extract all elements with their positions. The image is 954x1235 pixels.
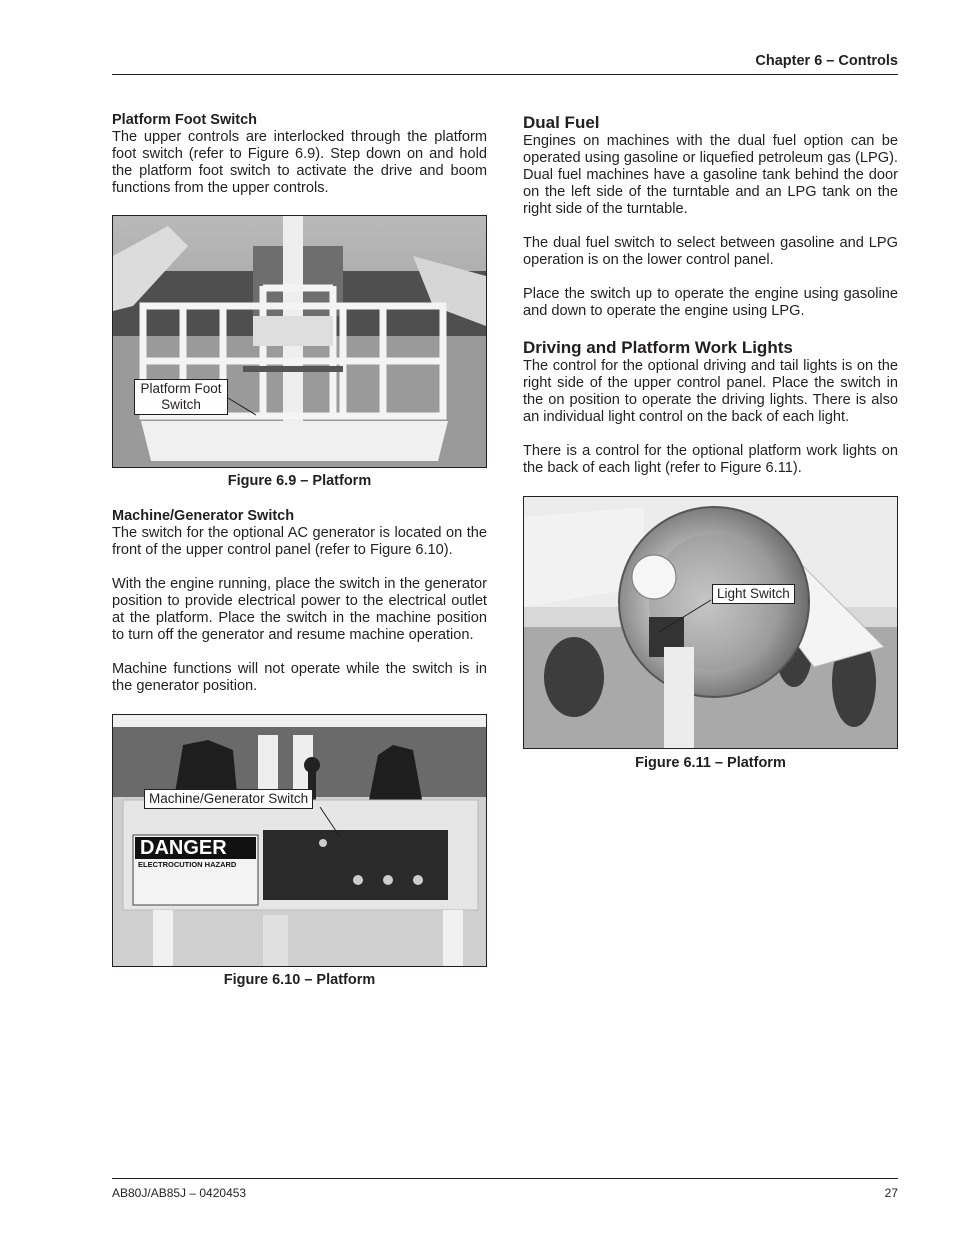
paragraph: The switch for the optional AC generator is located on the front of the upper control panel (refer to Figure 6.10). (112, 525, 487, 558)
left-column-middle (112, 508, 487, 695)
chapter-header: Chapter 6 – Controls (755, 53, 898, 69)
figure-6-10-photo (112, 714, 487, 967)
platform-foot-switch-callout: Platform Foot Switch (134, 379, 228, 415)
section-title-machine-generator-switch: Machine/Generator Switch (112, 508, 295, 524)
section-title-dual-fuel: Dual Fuel (523, 113, 600, 132)
figure-6-10-caption: Figure 6.10 – Platform (223, 972, 376, 988)
document-id: AB80J/AB85J – 0420453 (112, 1186, 247, 1200)
machine-generator-switch-callout: Machine/Generator Switch (144, 789, 313, 809)
paragraph: With the engine running, place the switch in the generator position to provide electrical power to the electrical outlet at the platform. Place the switch in the machine position to turn off the generator and resume machine operation. (112, 576, 487, 643)
callout-leader-line (310, 805, 350, 845)
callout-leader-line (226, 395, 266, 420)
paragraph: Machine functions will not operate while the switch is in the generator position. (112, 661, 487, 694)
figure-6-9-caption: Figure 6.9 – Platform (227, 473, 372, 489)
paragraph: The upper controls are interlocked through the platform foot switch (refer to Figure 6.9). Step down on and hold the platform foot switch to activate the drive and boom functions from the upper controls. (112, 129, 487, 196)
header-rule (112, 74, 898, 75)
paragraph: There is a control for the optional platform work lights on the back of each light (refer to Figure 6.11). (523, 443, 898, 476)
section-title-driving-lights: Driving and Platform Work Lights (523, 338, 793, 357)
light-switch-callout: Light Switch (712, 584, 795, 604)
paragraph: Place the switch up to operate the engine using gasoline and down to operate the engine using LPG. (523, 286, 898, 319)
hazard-label: ELECTROCUTION HAZARD (138, 860, 237, 869)
left-column-top (112, 112, 487, 197)
right-column (523, 113, 898, 477)
callout-leader-line (655, 598, 715, 638)
section-title-platform-foot-switch: Platform Foot Switch (112, 112, 257, 128)
footer-rule (112, 1178, 898, 1179)
paragraph: Engines on machines with the dual fuel option can be operated using gasoline or liquefied petroleum gas (LPG). Dual fuel machines have a gasoline tank behind the door on the left side of the turntable and an LPG tank on the right side of the turntable. (523, 133, 898, 217)
figure-6-11-caption: Figure 6.11 – Platform (635, 755, 786, 771)
page-number: 27 (884, 1186, 898, 1200)
paragraph: The dual fuel switch to select between gasoline and LPG operation is on the lower control panel. (523, 235, 898, 268)
figure-6-9-photo (112, 215, 487, 468)
danger-label: DANGER (140, 837, 227, 859)
paragraph: The control for the optional driving and tail lights is on the right side of the upper control panel. Place the switch in the on position to operate the driving lights. There is also an individual light control on the back of each light. (523, 358, 898, 425)
